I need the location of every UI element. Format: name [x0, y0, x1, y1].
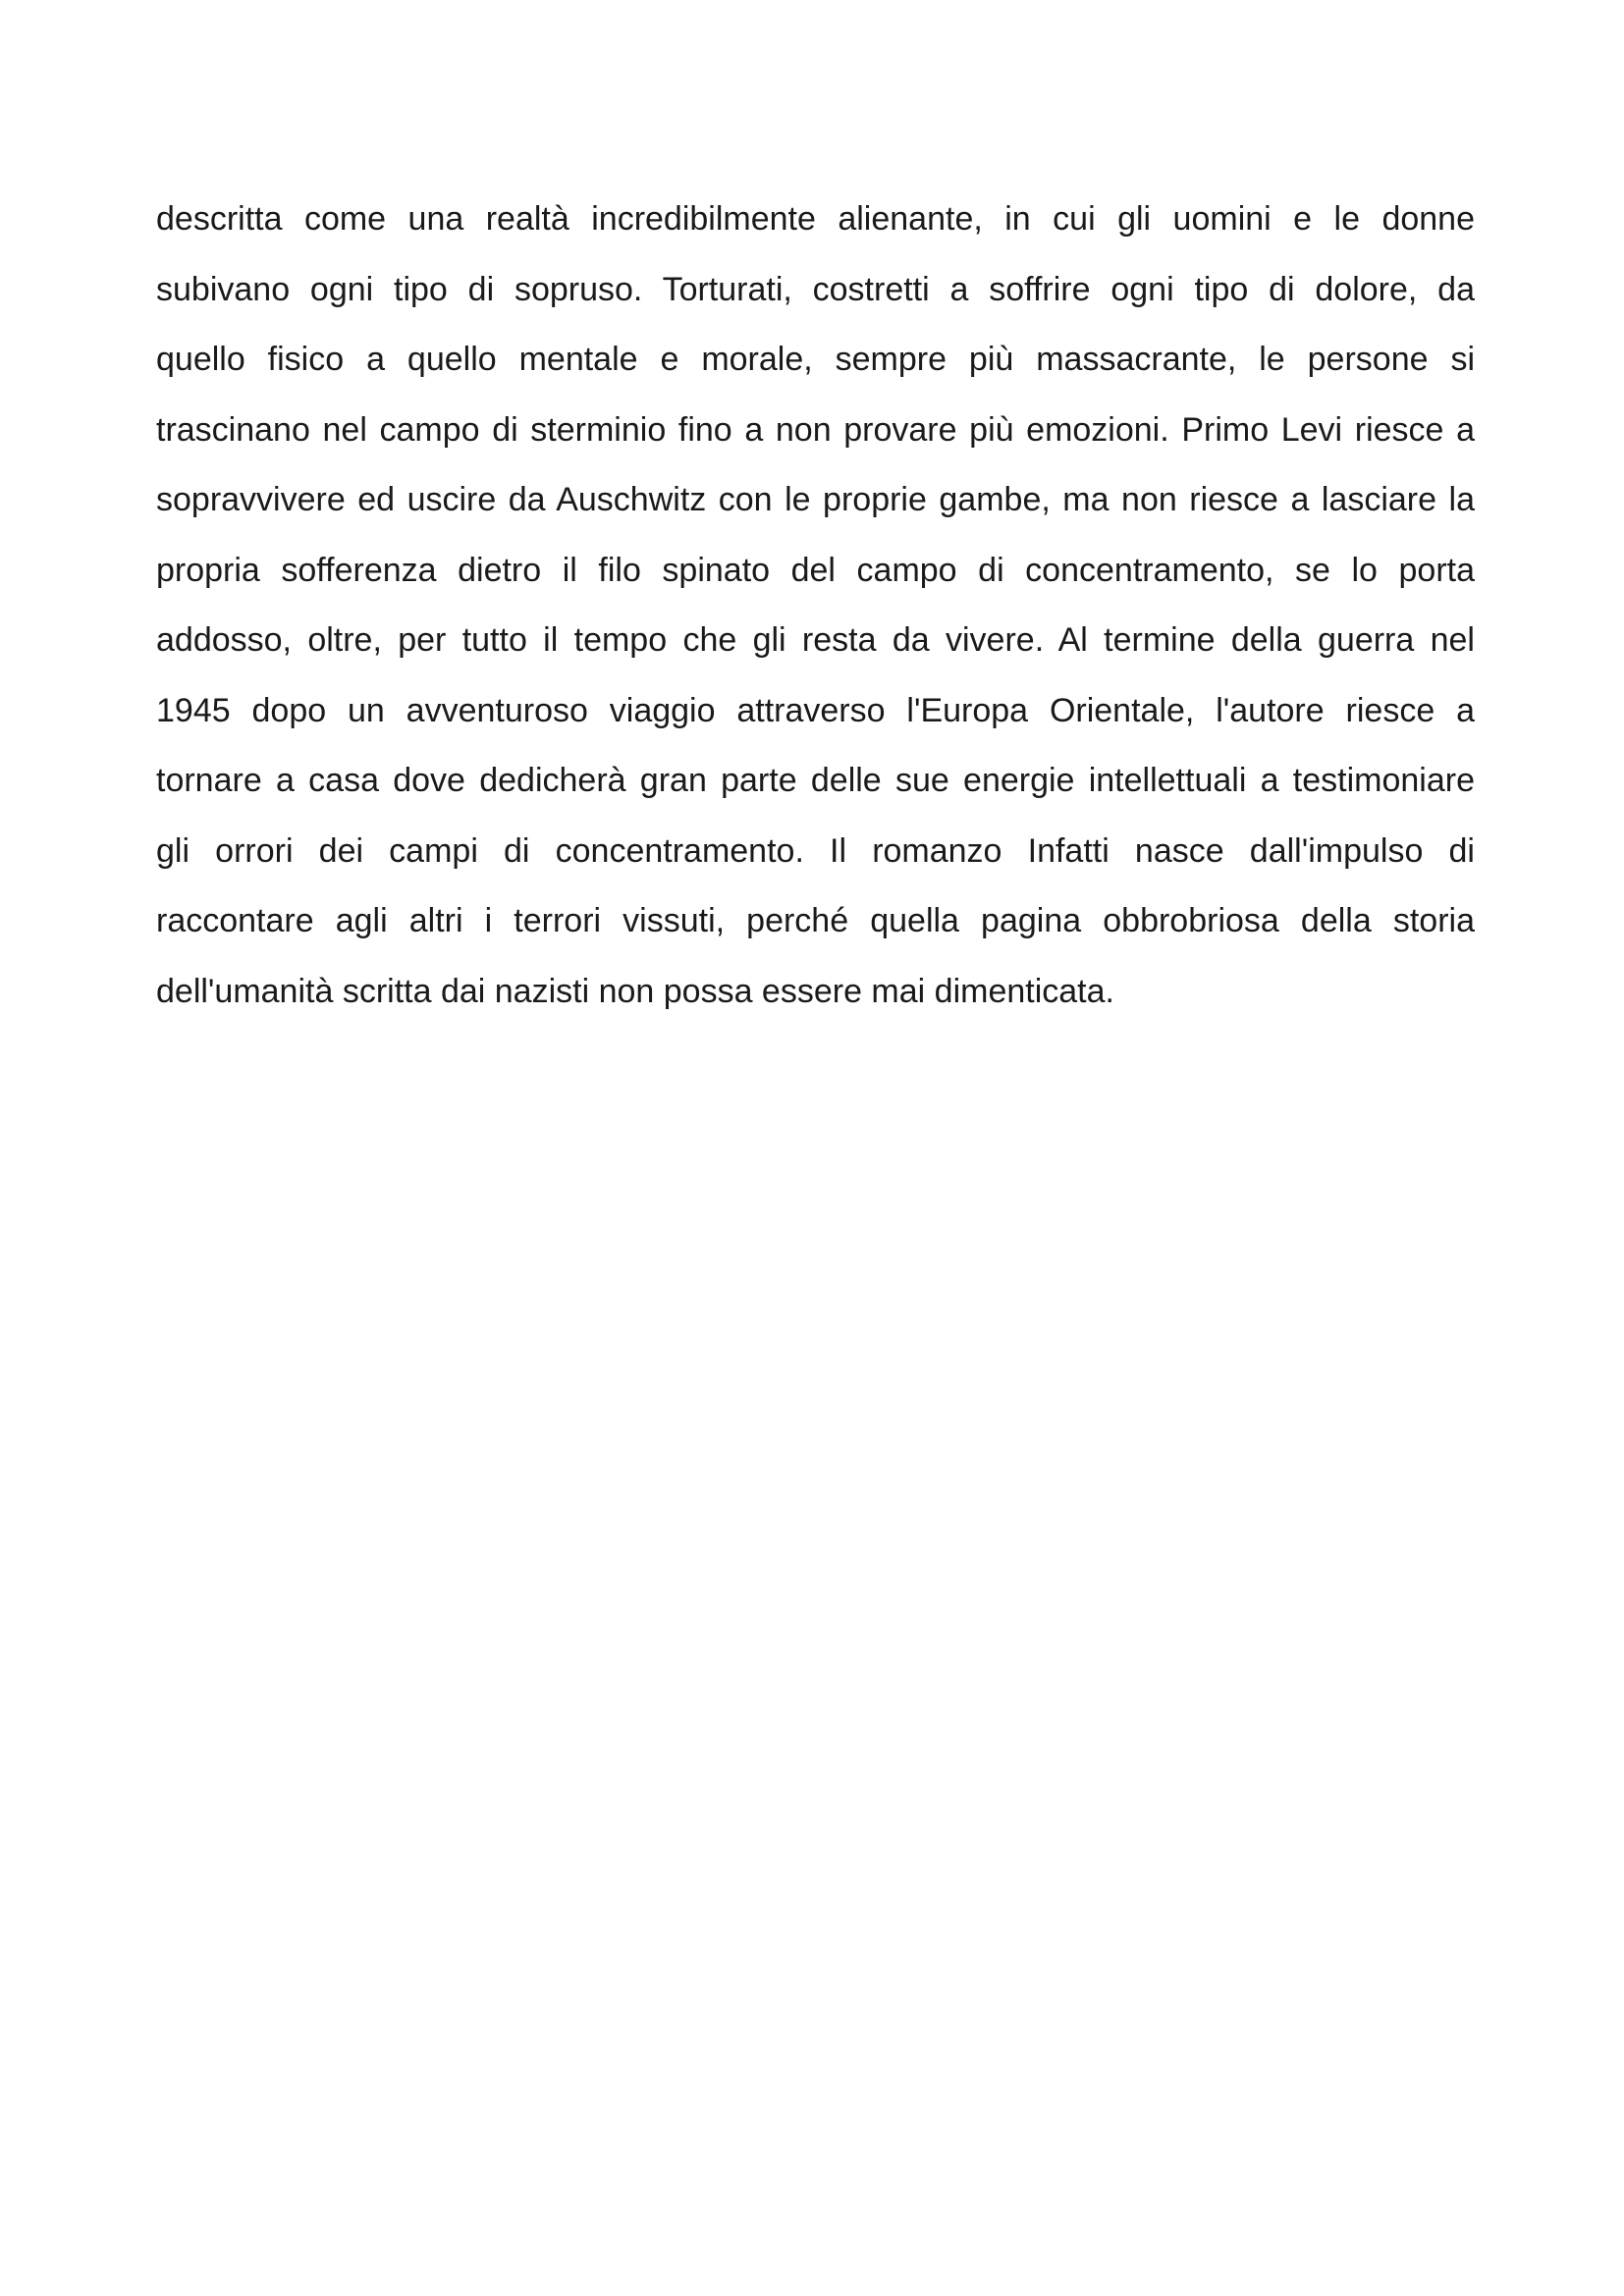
paragraph-line: raccontare agli altri i terrori vissuti, perché quella pagina obbrobriosa della storia [156, 902, 1475, 939]
paragraph-line: 1945 dopo un avventuroso viaggio attraverso l'Europa Orientale, l'autore riesce a [156, 691, 1475, 729]
paragraph-line: addosso, oltre, per tutto il tempo che gli resta da vivere. Al termine della guerra nel [156, 621, 1475, 659]
paragraph-line: trascinano nel campo di sterminio fino a non provare più emozioni. Primo Levi riesce a [156, 410, 1475, 449]
paragraph-line: descritta come una realtà incredibilmente alienante, in cui gli uomini e le donne [156, 200, 1475, 238]
body-paragraph [156, 194, 1475, 1037]
paragraph-line: subivano ogni tipo di sopruso. Torturati, costretti a soffrire ogni tipo di dolore, da [156, 270, 1475, 308]
paragraph-line: sopravvivere ed uscire da Auschwitz con le proprie gambe, ma non riesce a lasciare la [156, 481, 1475, 518]
paragraph-line: propria sofferenza dietro il filo spinato del campo di concentramento, se lo porta [156, 551, 1475, 589]
paragraph-line: gli orrori dei campi di concentramento. Il romanzo Infatti nasce dall'impulso di [156, 831, 1475, 870]
paragraph-line: tornare a casa dove dedicherà gran parte delle sue energie intellettuali a testimoniare [156, 762, 1475, 799]
paragraph-line: quello fisico a quello mentale e morale, sempre più massacrante, le persone si [156, 341, 1475, 378]
paragraph-line: dell'umanità scritta dai nazisti non possa essere mai dimenticata. [156, 972, 1114, 1010]
